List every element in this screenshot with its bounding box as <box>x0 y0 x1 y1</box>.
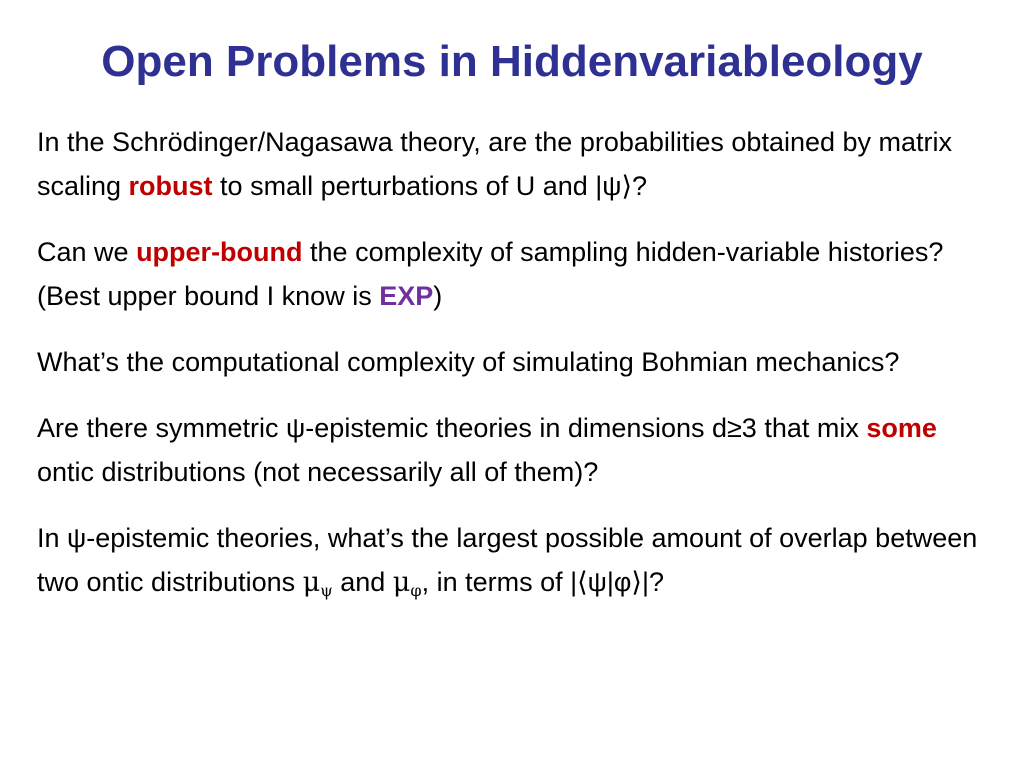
problem-2-exp-highlight: EXP <box>379 281 434 311</box>
problem-2-highlight: upper-bound <box>136 237 303 267</box>
problem-4-text-c: ontic distributions (not necessarily all of them)? <box>37 457 599 487</box>
problem-2-text-a: Can we <box>37 237 137 267</box>
mu-phi-symbol: μ <box>392 567 411 598</box>
problem-1-text-c: to small perturbations of U and |ψ⟩? <box>212 171 648 201</box>
mu-psi-symbol: μ <box>302 567 321 598</box>
problem-5-and: and <box>332 567 393 597</box>
problem-2-text-c: the complexity of sampling hidden-variable histories? (Best upper bound I know is <box>37 237 944 311</box>
problem-4-text-a: Are there symmetric ψ-epistemic theories in dimensions d≥3 that mix <box>37 413 867 443</box>
problem-1 <box>37 120 999 208</box>
problem-2-text-e: ) <box>433 281 443 311</box>
mu-psi-subscript: ψ <box>320 581 333 600</box>
problem-3 <box>37 340 999 384</box>
slide-body <box>37 120 999 635</box>
slide-title: Open Problems in Hiddenvariableology <box>101 37 923 86</box>
problem-5-text-a: In ψ-epistemic theories, what’s the largest possible amount of overlap between two ontic distributions <box>37 523 978 597</box>
problem-1-text-a: In the Schrödinger/Nagasawa theory, are the probabilities obtained by matrix scaling <box>37 127 953 201</box>
problem-2 <box>37 230 999 318</box>
problem-1-highlight: robust <box>128 171 213 201</box>
problem-4 <box>37 406 999 494</box>
problem-5-text-c: , in terms of |⟨ψ|φ⟩|? <box>421 567 664 597</box>
problem-3-text-a: What’s the computational complexity of simulating Bohmian mechanics? <box>37 347 900 377</box>
problem-4-highlight: some <box>866 413 937 443</box>
mu-phi-subscript: φ <box>410 581 422 600</box>
problem-5 <box>37 516 999 613</box>
